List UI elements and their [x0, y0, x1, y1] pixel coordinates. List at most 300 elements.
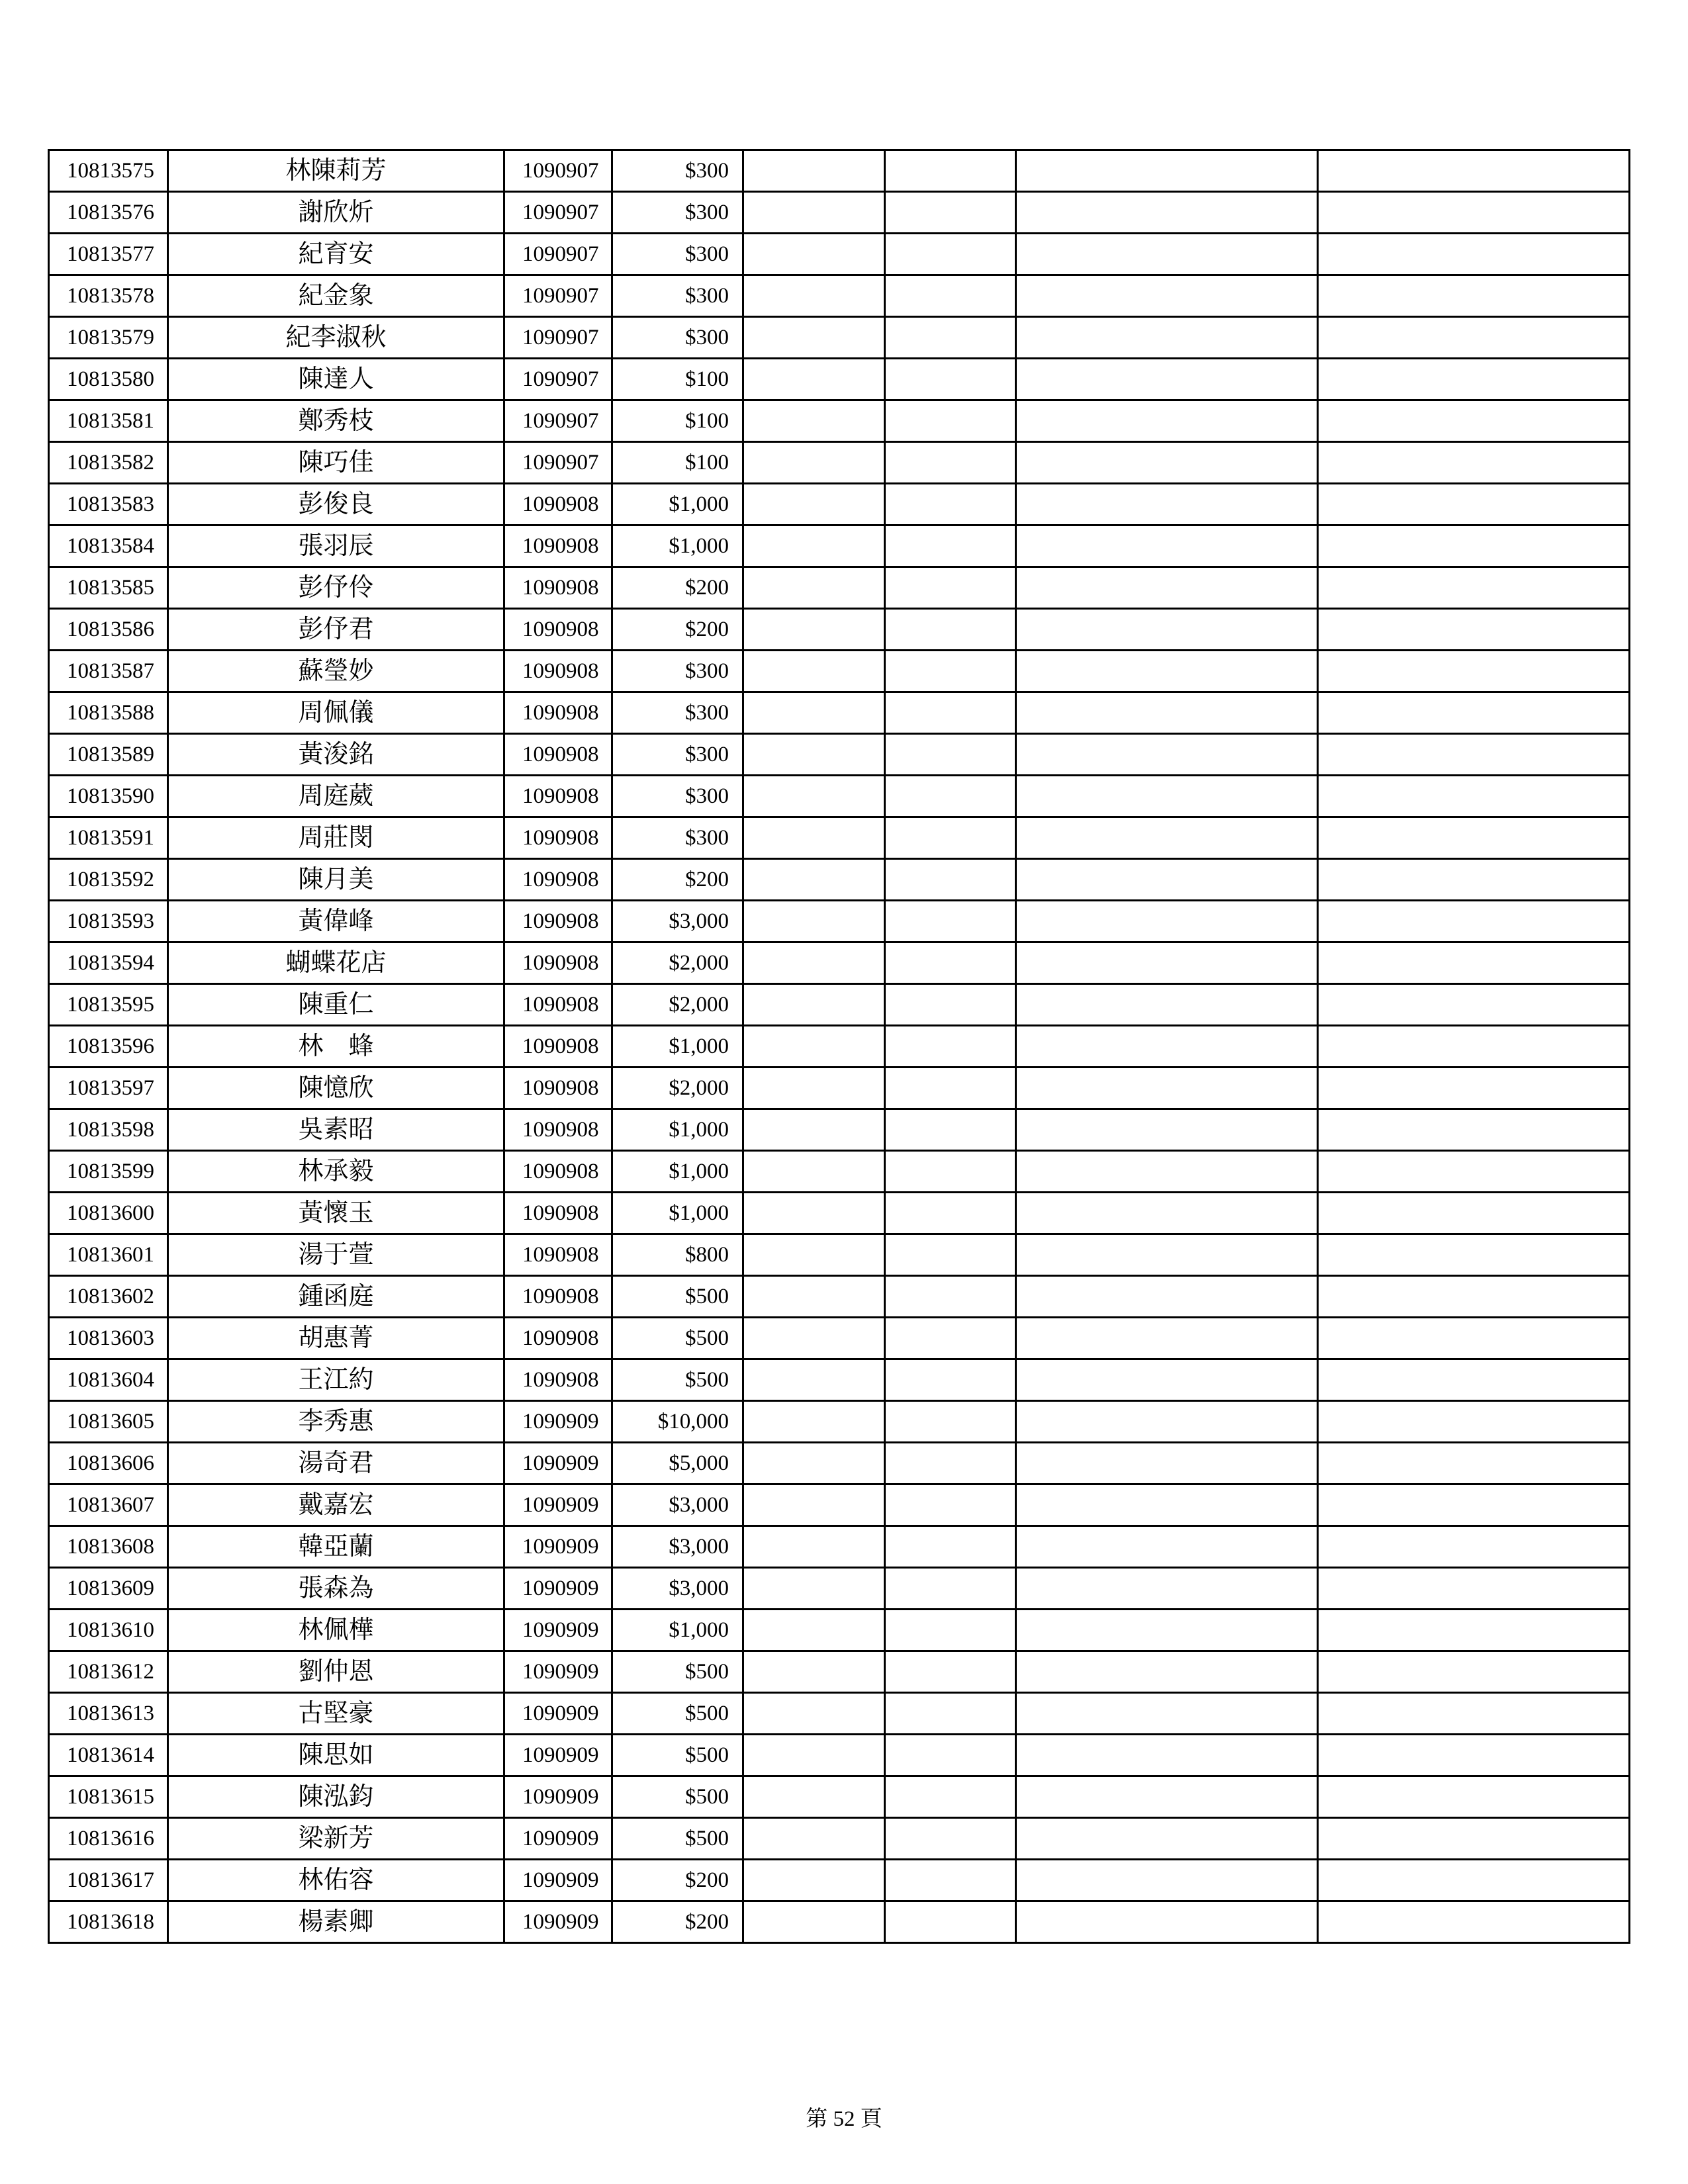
table-row [49, 317, 1630, 359]
donation-amount-cell: $800 [612, 1234, 743, 1276]
donation-date-cell: 1090907 [504, 359, 612, 400]
empty-cell [1318, 1860, 1630, 1901]
empty-cell [743, 859, 885, 901]
empty-cell [1318, 776, 1630, 817]
donation-id-cell: 10813588 [49, 692, 168, 734]
empty-cell [885, 1776, 1016, 1818]
table-row [49, 984, 1630, 1026]
empty-cell [1318, 1068, 1630, 1109]
empty-cell [1318, 1276, 1630, 1318]
empty-cell [885, 275, 1016, 317]
donation-amount-cell: $500 [612, 1735, 743, 1776]
empty-cell [1318, 859, 1630, 901]
donation-date-cell: 1090909 [504, 1735, 612, 1776]
empty-cell [1318, 1484, 1630, 1526]
donation-amount-cell: $3,000 [612, 1526, 743, 1568]
empty-cell [1016, 1068, 1318, 1109]
table-row [49, 1568, 1630, 1610]
table-row [49, 150, 1630, 192]
donation-amount-cell: $1,000 [612, 1193, 743, 1234]
empty-cell [743, 609, 885, 651]
empty-cell [1318, 1359, 1630, 1401]
empty-cell [743, 1693, 885, 1735]
table-row [49, 567, 1630, 609]
empty-cell [1318, 651, 1630, 692]
table-row [49, 1234, 1630, 1276]
table-row [49, 1276, 1630, 1318]
empty-cell [885, 1276, 1016, 1318]
empty-cell [743, 1151, 885, 1193]
donor-name-cell: 彭伃伶 [168, 567, 504, 609]
empty-cell [885, 1693, 1016, 1735]
empty-cell [743, 1234, 885, 1276]
donation-id-cell: 10813591 [49, 817, 168, 859]
table-row [49, 1610, 1630, 1651]
empty-cell [1016, 984, 1318, 1026]
donation-id-cell: 10813577 [49, 234, 168, 275]
donation-amount-cell: $100 [612, 442, 743, 484]
donor-name-cell: 黃浚銘 [168, 734, 504, 776]
empty-cell [1318, 1610, 1630, 1651]
empty-cell [1318, 567, 1630, 609]
empty-cell [743, 1526, 885, 1568]
donation-amount-cell: $300 [612, 692, 743, 734]
donation-date-cell: 1090908 [504, 692, 612, 734]
empty-cell [1318, 984, 1630, 1026]
donation-id-cell: 10813606 [49, 1443, 168, 1484]
donor-name-cell: 周莊閔 [168, 817, 504, 859]
empty-cell [743, 359, 885, 400]
empty-cell [1016, 651, 1318, 692]
donation-amount-cell: $500 [612, 1318, 743, 1359]
empty-cell [1318, 1318, 1630, 1359]
donor-name-cell: 林承毅 [168, 1151, 504, 1193]
donation-id-cell: 10813600 [49, 1193, 168, 1234]
donor-name-cell: 李秀惠 [168, 1401, 504, 1443]
empty-cell [743, 234, 885, 275]
donation-date-cell: 1090908 [504, 859, 612, 901]
donation-date-cell: 1090908 [504, 1109, 612, 1151]
empty-cell [1016, 1860, 1318, 1901]
empty-cell [885, 1568, 1016, 1610]
donor-name-cell: 紀金象 [168, 275, 504, 317]
donor-name-cell: 紀育安 [168, 234, 504, 275]
empty-cell [885, 776, 1016, 817]
donation-id-cell: 10813592 [49, 859, 168, 901]
table-row [49, 1151, 1630, 1193]
empty-cell [743, 651, 885, 692]
empty-cell [743, 1193, 885, 1234]
donation-id-cell: 10813614 [49, 1735, 168, 1776]
empty-cell [1318, 1026, 1630, 1068]
table-row [49, 1359, 1630, 1401]
table-row [49, 275, 1630, 317]
donor-name-cell: 劉仲恩 [168, 1651, 504, 1693]
donor-name-cell: 周佩儀 [168, 692, 504, 734]
donation-id-cell: 10813599 [49, 1151, 168, 1193]
donation-amount-cell: $300 [612, 734, 743, 776]
donation-date-cell: 1090907 [504, 275, 612, 317]
empty-cell [1016, 1109, 1318, 1151]
donor-name-cell: 林 蜂 [168, 1026, 504, 1068]
ledger-body [49, 150, 1630, 1943]
empty-cell [743, 1109, 885, 1151]
empty-cell [1318, 525, 1630, 567]
donation-date-cell: 1090909 [504, 1568, 612, 1610]
donation-amount-cell: $500 [612, 1818, 743, 1860]
donor-name-cell: 張羽辰 [168, 525, 504, 567]
table-row [49, 1860, 1630, 1901]
empty-cell [885, 525, 1016, 567]
donation-date-cell: 1090908 [504, 1234, 612, 1276]
empty-cell [743, 1735, 885, 1776]
donor-name-cell: 蝴蝶花店 [168, 942, 504, 984]
table-row [49, 776, 1630, 817]
empty-cell [885, 942, 1016, 984]
donation-date-cell: 1090909 [504, 1401, 612, 1443]
empty-cell [1016, 776, 1318, 817]
donation-amount-cell: $500 [612, 1693, 743, 1735]
table-row [49, 1026, 1630, 1068]
empty-cell [743, 275, 885, 317]
donation-date-cell: 1090908 [504, 1318, 612, 1359]
table-row [49, 901, 1630, 942]
table-row [49, 1401, 1630, 1443]
empty-cell [885, 1651, 1016, 1693]
empty-cell [885, 817, 1016, 859]
empty-cell [1318, 150, 1630, 192]
empty-cell [1016, 525, 1318, 567]
donation-date-cell: 1090907 [504, 317, 612, 359]
donation-date-cell: 1090907 [504, 234, 612, 275]
donation-date-cell: 1090908 [504, 734, 612, 776]
donation-id-cell: 10813581 [49, 400, 168, 442]
donation-id-cell: 10813578 [49, 275, 168, 317]
donor-name-cell: 林佑容 [168, 1860, 504, 1901]
donation-date-cell: 1090908 [504, 1151, 612, 1193]
empty-cell [1016, 609, 1318, 651]
donation-date-cell: 1090909 [504, 1818, 612, 1860]
donation-id-cell: 10813598 [49, 1109, 168, 1151]
donation-date-cell: 1090909 [504, 1651, 612, 1693]
empty-cell [1318, 442, 1630, 484]
donation-id-cell: 10813617 [49, 1860, 168, 1901]
donation-amount-cell: $1,000 [612, 1610, 743, 1651]
donation-id-cell: 10813595 [49, 984, 168, 1026]
donation-amount-cell: $1,000 [612, 1151, 743, 1193]
empty-cell [1016, 901, 1318, 942]
empty-cell [1016, 317, 1318, 359]
donation-amount-cell: $200 [612, 1860, 743, 1901]
donation-date-cell: 1090908 [504, 942, 612, 984]
donation-id-cell: 10813586 [49, 609, 168, 651]
empty-cell [885, 1151, 1016, 1193]
table-row [49, 1443, 1630, 1484]
donation-id-cell: 10813612 [49, 1651, 168, 1693]
donor-name-cell: 周庭葳 [168, 776, 504, 817]
table-row [49, 1776, 1630, 1818]
donation-date-cell: 1090907 [504, 400, 612, 442]
empty-cell [1318, 1109, 1630, 1151]
empty-cell [1016, 359, 1318, 400]
empty-cell [743, 1776, 885, 1818]
empty-cell [1016, 817, 1318, 859]
empty-cell [1016, 1568, 1318, 1610]
empty-cell [1016, 275, 1318, 317]
donation-date-cell: 1090908 [504, 525, 612, 567]
empty-cell [885, 150, 1016, 192]
empty-cell [885, 1068, 1016, 1109]
empty-cell [743, 442, 885, 484]
donor-name-cell: 湯于萱 [168, 1234, 504, 1276]
table-row [49, 484, 1630, 525]
empty-cell [885, 859, 1016, 901]
empty-cell [885, 234, 1016, 275]
empty-cell [1016, 1026, 1318, 1068]
donation-id-cell: 10813583 [49, 484, 168, 525]
empty-cell [885, 567, 1016, 609]
table-row [49, 1318, 1630, 1359]
donor-name-cell: 陳憶欣 [168, 1068, 504, 1109]
empty-cell [1016, 484, 1318, 525]
empty-cell [1318, 1776, 1630, 1818]
donation-id-cell: 10813590 [49, 776, 168, 817]
donation-amount-cell: $200 [612, 567, 743, 609]
empty-cell [743, 1359, 885, 1401]
donation-amount-cell: $300 [612, 275, 743, 317]
donor-name-cell: 胡惠菁 [168, 1318, 504, 1359]
empty-cell [743, 400, 885, 442]
donation-amount-cell: $100 [612, 400, 743, 442]
empty-cell [1318, 1234, 1630, 1276]
empty-cell [1016, 1651, 1318, 1693]
donation-amount-cell: $5,000 [612, 1443, 743, 1484]
donation-id-cell: 10813589 [49, 734, 168, 776]
empty-cell [1016, 1443, 1318, 1484]
empty-cell [743, 1651, 885, 1693]
empty-cell [1016, 234, 1318, 275]
table-row [49, 525, 1630, 567]
donation-id-cell: 10813609 [49, 1568, 168, 1610]
empty-cell [743, 942, 885, 984]
empty-cell [1318, 942, 1630, 984]
donation-id-cell: 10813580 [49, 359, 168, 400]
empty-cell [1016, 1901, 1318, 1943]
donation-date-cell: 1090908 [504, 984, 612, 1026]
donation-id-cell: 10813575 [49, 150, 168, 192]
donation-amount-cell: $200 [612, 1901, 743, 1943]
donor-name-cell: 韓亞蘭 [168, 1526, 504, 1568]
donation-date-cell: 1090908 [504, 817, 612, 859]
empty-cell [1016, 1151, 1318, 1193]
empty-cell [743, 1318, 885, 1359]
donation-date-cell: 1090908 [504, 1026, 612, 1068]
empty-cell [885, 359, 1016, 400]
table-row [49, 1526, 1630, 1568]
donor-name-cell: 黃懷玉 [168, 1193, 504, 1234]
donor-name-cell: 古堅豪 [168, 1693, 504, 1735]
table-row [49, 359, 1630, 400]
table-row [49, 1068, 1630, 1109]
empty-cell [1318, 1401, 1630, 1443]
donation-id-cell: 10813594 [49, 942, 168, 984]
table-row [49, 651, 1630, 692]
empty-cell [743, 984, 885, 1026]
donor-name-cell: 謝欣炘 [168, 192, 504, 234]
empty-cell [1318, 1151, 1630, 1193]
empty-cell [1016, 1318, 1318, 1359]
donation-id-cell: 10813610 [49, 1610, 168, 1651]
donation-amount-cell: $2,000 [612, 1068, 743, 1109]
empty-cell [1016, 400, 1318, 442]
empty-cell [885, 1026, 1016, 1068]
donation-id-cell: 10813576 [49, 192, 168, 234]
table-row [49, 1651, 1630, 1693]
empty-cell [885, 1901, 1016, 1943]
donation-date-cell: 1090907 [504, 192, 612, 234]
donation-amount-cell: $100 [612, 359, 743, 400]
empty-cell [1016, 567, 1318, 609]
empty-cell [1016, 1234, 1318, 1276]
donation-date-cell: 1090908 [504, 1276, 612, 1318]
empty-cell [885, 317, 1016, 359]
donor-name-cell: 王江約 [168, 1359, 504, 1401]
donor-name-cell: 陳月美 [168, 859, 504, 901]
donation-date-cell: 1090908 [504, 484, 612, 525]
donation-amount-cell: $300 [612, 776, 743, 817]
donation-id-cell: 10813615 [49, 1776, 168, 1818]
empty-cell [885, 1109, 1016, 1151]
empty-cell [885, 1484, 1016, 1526]
empty-cell [1016, 442, 1318, 484]
donation-id-cell: 10813603 [49, 1318, 168, 1359]
empty-cell [1318, 1901, 1630, 1943]
donation-date-cell: 1090908 [504, 1359, 612, 1401]
empty-cell [743, 567, 885, 609]
donation-date-cell: 1090909 [504, 1610, 612, 1651]
donation-date-cell: 1090909 [504, 1860, 612, 1901]
empty-cell [743, 734, 885, 776]
donor-name-cell: 彭伃君 [168, 609, 504, 651]
donation-date-cell: 1090908 [504, 651, 612, 692]
empty-cell [743, 1818, 885, 1860]
donor-name-cell: 鄭秀枝 [168, 400, 504, 442]
empty-cell [885, 984, 1016, 1026]
donation-amount-cell: $2,000 [612, 942, 743, 984]
donor-name-cell: 林陳莉芳 [168, 150, 504, 192]
donor-name-cell: 陳巧佳 [168, 442, 504, 484]
table-row [49, 1109, 1630, 1151]
table-row [49, 859, 1630, 901]
empty-cell [885, 1610, 1016, 1651]
donation-amount-cell: $3,000 [612, 901, 743, 942]
empty-cell [743, 1901, 885, 1943]
empty-cell [1318, 817, 1630, 859]
empty-cell [1016, 1776, 1318, 1818]
donation-amount-cell: $1,000 [612, 484, 743, 525]
donation-id-cell: 10813601 [49, 1234, 168, 1276]
donation-id-cell: 10813604 [49, 1359, 168, 1401]
donation-amount-cell: $300 [612, 192, 743, 234]
donation-amount-cell: $1,000 [612, 1109, 743, 1151]
table-row [49, 817, 1630, 859]
empty-cell [885, 1193, 1016, 1234]
donation-date-cell: 1090909 [504, 1901, 612, 1943]
donation-date-cell: 1090909 [504, 1443, 612, 1484]
donation-amount-cell: $300 [612, 317, 743, 359]
empty-cell [743, 192, 885, 234]
empty-cell [885, 1234, 1016, 1276]
empty-cell [1016, 150, 1318, 192]
empty-cell [1016, 192, 1318, 234]
table-row [49, 234, 1630, 275]
empty-cell [743, 1484, 885, 1526]
empty-cell [1016, 859, 1318, 901]
donor-name-cell: 鍾函庭 [168, 1276, 504, 1318]
empty-cell [1016, 1818, 1318, 1860]
empty-cell [1318, 692, 1630, 734]
empty-cell [1016, 942, 1318, 984]
empty-cell [1318, 1693, 1630, 1735]
empty-cell [743, 1860, 885, 1901]
empty-cell [1318, 484, 1630, 525]
donation-id-cell: 10813596 [49, 1026, 168, 1068]
empty-cell [1318, 609, 1630, 651]
donation-amount-cell: $200 [612, 609, 743, 651]
donation-date-cell: 1090909 [504, 1693, 612, 1735]
table-row [49, 1484, 1630, 1526]
empty-cell [885, 1818, 1016, 1860]
donor-name-cell: 陳泓鈞 [168, 1776, 504, 1818]
table-row [49, 1693, 1630, 1735]
donor-name-cell: 彭俊良 [168, 484, 504, 525]
empty-cell [1318, 1651, 1630, 1693]
empty-cell [885, 442, 1016, 484]
donation-date-cell: 1090909 [504, 1526, 612, 1568]
donor-name-cell: 紀李淑秋 [168, 317, 504, 359]
empty-cell [885, 1735, 1016, 1776]
empty-cell [1016, 1526, 1318, 1568]
donor-name-cell: 陳達人 [168, 359, 504, 400]
empty-cell [1318, 901, 1630, 942]
donation-date-cell: 1090908 [504, 609, 612, 651]
donation-amount-cell: $500 [612, 1359, 743, 1401]
donation-amount-cell: $1,000 [612, 1026, 743, 1068]
empty-cell [1016, 1359, 1318, 1401]
table-row [49, 609, 1630, 651]
table-row [49, 692, 1630, 734]
empty-cell [743, 1443, 885, 1484]
empty-cell [885, 484, 1016, 525]
donation-id-cell: 10813585 [49, 567, 168, 609]
donor-name-cell: 陳重仁 [168, 984, 504, 1026]
table-row [49, 400, 1630, 442]
empty-cell [1016, 1693, 1318, 1735]
donation-amount-cell: $500 [612, 1651, 743, 1693]
table-row [49, 1193, 1630, 1234]
empty-cell [743, 817, 885, 859]
table-row [49, 734, 1630, 776]
donation-date-cell: 1090908 [504, 776, 612, 817]
donor-name-cell: 陳思如 [168, 1735, 504, 1776]
donation-date-cell: 1090908 [504, 1068, 612, 1109]
donation-date-cell: 1090907 [504, 150, 612, 192]
empty-cell [885, 651, 1016, 692]
donation-amount-cell: $500 [612, 1776, 743, 1818]
donor-name-cell: 戴嘉宏 [168, 1484, 504, 1526]
donation-date-cell: 1090908 [504, 567, 612, 609]
donation-id-cell: 10813613 [49, 1693, 168, 1735]
